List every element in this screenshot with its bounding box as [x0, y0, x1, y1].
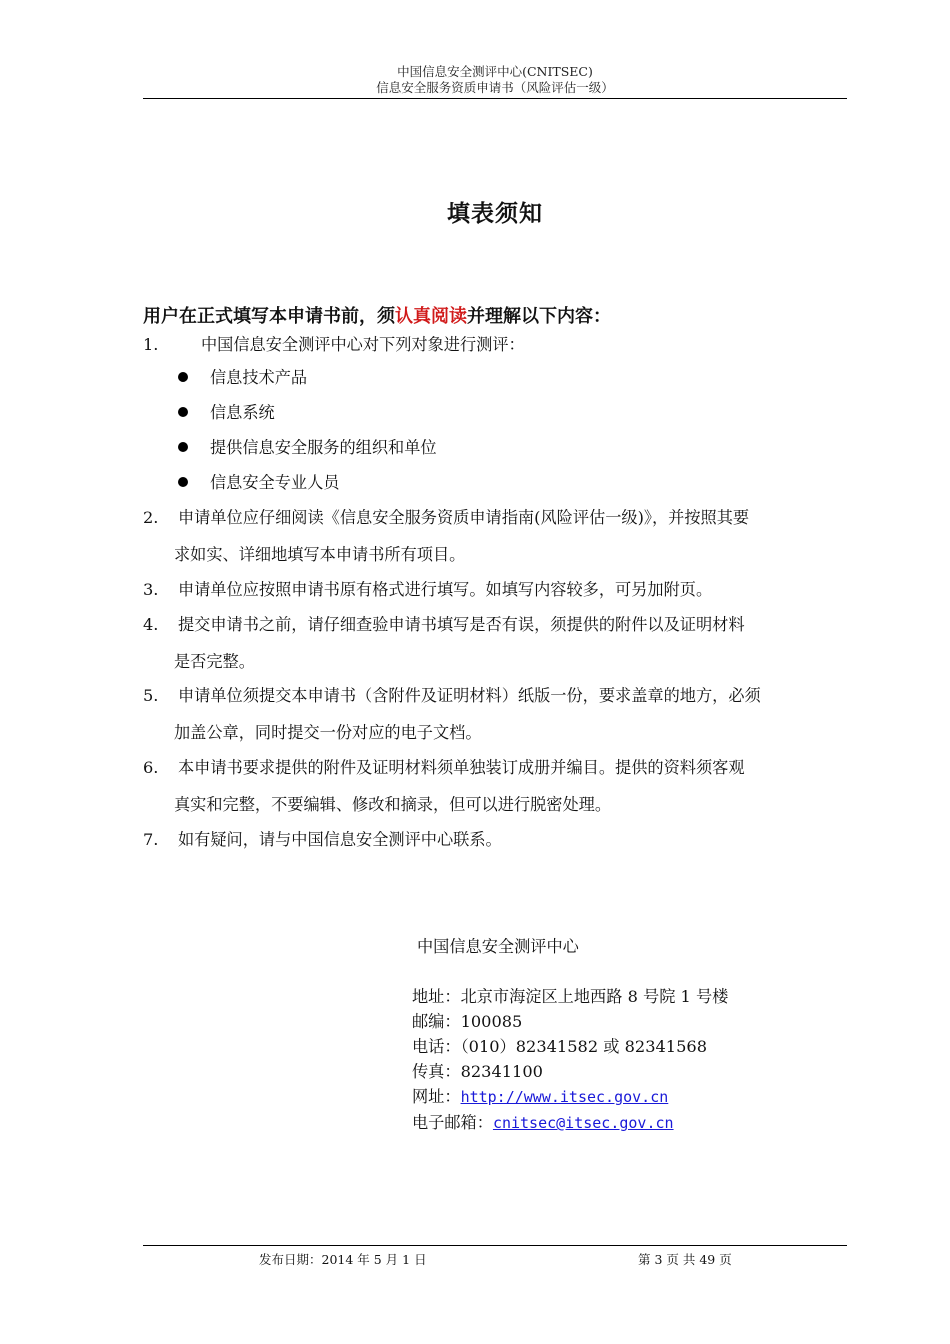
item-text: 中国信息安全测评中心对下列对象进行测评：: [201, 335, 525, 354]
list-item-1: [143, 331, 525, 355]
list-item-6: [143, 754, 745, 778]
item-number: 2.: [143, 508, 159, 527]
bullet-item: [178, 469, 340, 493]
address-row: [412, 984, 728, 1009]
organization-name: 中国信息安全测评中心: [417, 937, 579, 956]
phone-label: 电话：: [412, 1037, 461, 1056]
list-item-7: [143, 826, 502, 850]
item-number: 3.: [143, 580, 159, 599]
item-text: 申请单位应仔细阅读《信息安全服务资质申请指南(风险评估一级)》，并按照其要: [178, 508, 750, 527]
item-5-continuation: 加盖公章，同时提交一份对应的电子文档。: [174, 723, 482, 742]
email-label: 电子邮箱：: [412, 1113, 493, 1132]
bullet-text: 信息技术产品: [210, 368, 308, 387]
intro-before: 用户在正式填写本申请书前，须: [143, 306, 395, 327]
publish-date: 发布日期：2014 年 5 月 1 日: [259, 1252, 427, 1267]
bullet-item: [178, 399, 275, 423]
phone-value: （010）82341582 或 82341568: [460, 1037, 707, 1056]
footer-rule: [143, 1245, 847, 1246]
item-text: 如有疑问，请与中国信息安全测评中心联系。: [178, 830, 502, 849]
intro-heading: [143, 302, 611, 328]
website-link[interactable]: http://www.itsec.gov.cn: [460, 1088, 669, 1106]
item-number: 6.: [143, 758, 159, 777]
item-text: 申请单位应按照申请书原有格式进行填写。如填写内容较多，可另加附页。: [178, 580, 713, 599]
address-value: 北京市海淀区上地西路 8 号院 1 号楼: [460, 987, 729, 1006]
header-line-2: 信息安全服务资质申请书（风险评估一级）: [376, 80, 614, 95]
list-item-2: [143, 504, 749, 528]
list-item-4: [143, 611, 745, 635]
item-4-continuation: 是否完整。: [174, 652, 255, 671]
bullet-text: 信息系统: [210, 403, 275, 422]
header-rule: [143, 98, 847, 99]
intro-emphasis: 认真阅读: [395, 306, 467, 327]
phone-row: [412, 1034, 728, 1059]
bullet-dot-icon: [178, 477, 188, 487]
contact-block: [412, 984, 728, 1136]
item-number: 1.: [143, 335, 159, 354]
bullet-item: [178, 434, 437, 458]
bullet-dot-icon: [178, 442, 188, 452]
postcode-row: [412, 1009, 728, 1034]
item-text: 本申请书要求提供的附件及证明材料须单独装订成册并编目。提供的资料须客观: [178, 758, 745, 777]
item-number: 5.: [143, 686, 159, 705]
website-row: [412, 1084, 728, 1110]
item-number: 7.: [143, 830, 159, 849]
intro-after: 并理解以下内容：: [467, 306, 611, 327]
website-label: 网址：: [412, 1087, 461, 1106]
page-title: 填表须知: [447, 201, 543, 227]
bullet-item: [178, 364, 307, 388]
header-line-1: 中国信息安全测评中心(CNITSEC): [397, 64, 593, 79]
email-link[interactable]: cnitsec@itsec.gov.cn: [492, 1114, 674, 1132]
item-text: 申请单位须提交本申请书（含附件及证明材料）纸版一份，要求盖章的地方，必须: [178, 686, 761, 705]
fax-value: 82341100: [460, 1062, 543, 1081]
email-row: [412, 1110, 728, 1136]
list-item-5: [143, 682, 761, 706]
bullet-text: 信息安全专业人员: [210, 473, 340, 492]
page-header: [143, 64, 847, 96]
bullet-dot-icon: [178, 372, 188, 382]
bullet-dot-icon: [178, 407, 188, 417]
postcode-value: 100085: [460, 1012, 523, 1031]
fax-label: 传真：: [412, 1062, 461, 1081]
address-label: 地址：: [412, 987, 461, 1006]
page-number: 第 3 页 共 49 页: [638, 1252, 732, 1267]
item-2-continuation: 求如实、详细地填写本申请书所有项目。: [174, 545, 466, 564]
list-item-3: [143, 576, 712, 600]
item-number: 4.: [143, 615, 159, 634]
item-6-continuation: 真实和完整，不要编辑、修改和摘录，但可以进行脱密处理。: [174, 795, 612, 814]
item-text: 提交申请书之前，请仔细查验申请书填写是否有误，须提供的附件以及证明材料: [178, 615, 745, 634]
postcode-label: 邮编：: [412, 1012, 461, 1031]
fax-row: [412, 1059, 728, 1084]
bullet-text: 提供信息安全服务的组织和单位: [210, 438, 437, 457]
